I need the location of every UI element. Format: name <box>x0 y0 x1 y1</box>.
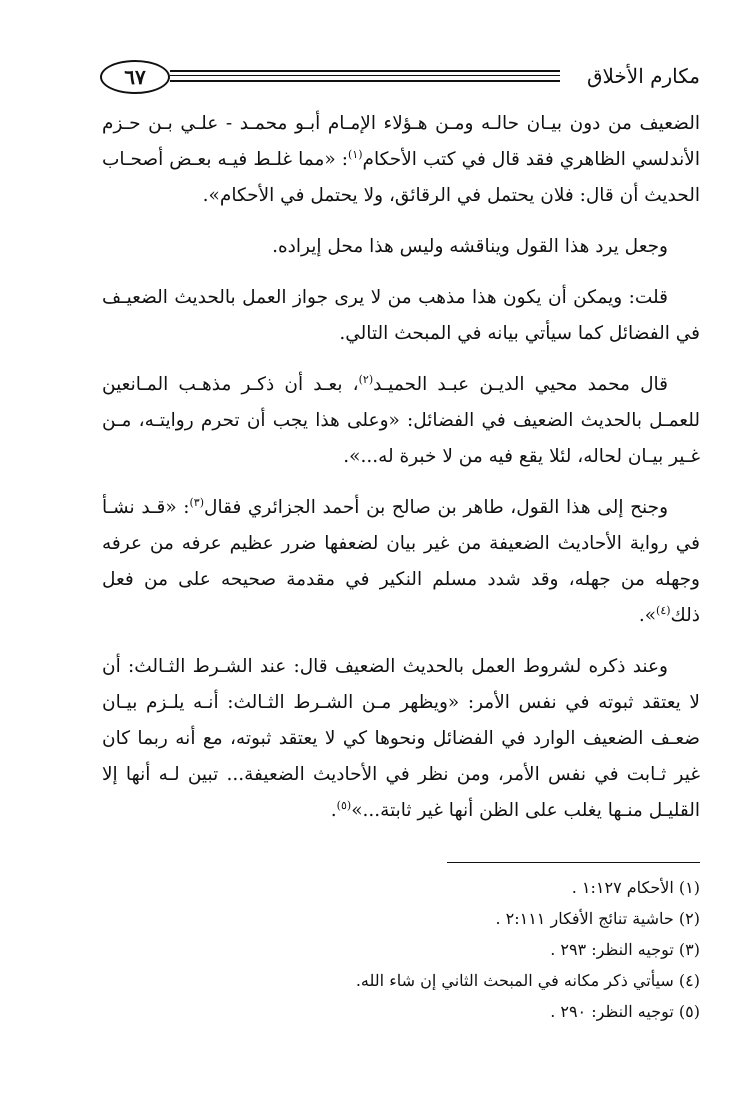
header-rule <box>170 70 560 72</box>
paragraph <box>102 106 700 214</box>
footnote: (٥) توجيه النظر: ٢٩٠ . <box>550 1002 700 1021</box>
page-header <box>100 58 700 98</box>
paragraph <box>102 649 700 829</box>
footnote-ref: (١) <box>347 147 363 161</box>
paragraph-text: وجنح إلى هذا القول، طاهر بن صالح بن أحمد الجزائري فقال <box>204 497 668 518</box>
footnote: (٢) حاشية تنائج الأفكار ٢:١١١ . <box>495 909 700 928</box>
paragraph <box>102 490 700 634</box>
running-title: مكارم الأخلاق <box>586 64 700 88</box>
paragraph <box>102 229 700 265</box>
footnote: (٤) سيأتي ذكر مكانه في المبحث الثاني إن شاء الله. <box>355 971 700 990</box>
paragraph-text: الضعيف من دون بيـان حالـه ومـن هـؤلاء الإمـام أبـو محمـد - علـي بـن حـزم الأندلسي الظاهري فقد قال في كتب الأحكام <box>102 113 700 170</box>
paragraph-text: وجعل يرد هذا القول ويناقشه وليس هذا محل إيراده. <box>272 236 668 257</box>
paragraph-text: وعند ذكره لشروط العمل بالحديث الضعيف قال: عند الشـرط الثـالث: أن لا يعتقد ثبوته في نفس الأمر: «ويظهر مـن الشـرط الثـالث: أنـه يلـزم بيـان ضعـف الضعيف الوارد في الفضائل ونحوها كي لا يعتقد ثبوته، مع أنه ربما كان غير ثـابت في نفس الأمر، ومن نظر في الأحاديث الضعيفة... تبين لـه أنها إلا القليـل منـها يغلب على الظن أنها غير ثابتة...» <box>102 656 700 821</box>
footnote: (١) الأحكام ١:١٢٧ . <box>571 878 700 897</box>
paragraph-text: : «مما غلـط فيـه بعـض أصحـاب الحديث أن قال: فلان يحتمل في الرقائق، ولا يحتمل في الأحكام». <box>102 149 700 206</box>
footnote-ref: (٣) <box>189 495 205 509</box>
paragraph-text: : «قـد نشـأ في رواية الأحاديث الضعيفة من غير بيان لضعفها ضرر عظيم عرفه من عرفه وجهله من جهله، وقد شدد مسلم النكير في مقدمة صحيحه على من فعل ذلك <box>102 497 700 626</box>
paragraph-text: ، بعـد أن ذكـر مذهـب المـانعين للعمـل بالحديث الضعيف في الفضائل: «وعلى هذا يجب أن تحرم روايتـه، مـن غـير بيـان لحاله، لئلا يقع فيه من لا خبرة له...». <box>102 374 700 467</box>
header-rule <box>170 75 560 76</box>
main-text <box>102 106 700 844</box>
footnote-separator <box>447 862 700 863</box>
paragraph-text: قلت: ويمكن أن يكون هذا مذهب من لا يرى جواز العمل بالحديث الضعيـف في الفضائل كما سيأتي بيانه في المبحث التالي. <box>102 287 700 344</box>
footnote: (٣) توجيه النظر: ٢٩٣ . <box>550 940 700 959</box>
paragraph-text: قال محمد محيي الديـن عبـد الحميـد <box>373 374 668 395</box>
paragraph <box>102 367 700 475</box>
header-rule <box>170 80 560 82</box>
footnote-ref: (٢) <box>358 372 374 386</box>
footnote-ref: (٤) <box>656 603 671 617</box>
paragraph-text: ». <box>638 605 657 626</box>
paragraph-text: . <box>330 800 337 821</box>
paragraph <box>102 280 700 352</box>
footnotes <box>200 872 700 1027</box>
page-number-badge: ٦٧ <box>100 60 170 94</box>
footnote-ref: (٥) <box>336 798 352 812</box>
